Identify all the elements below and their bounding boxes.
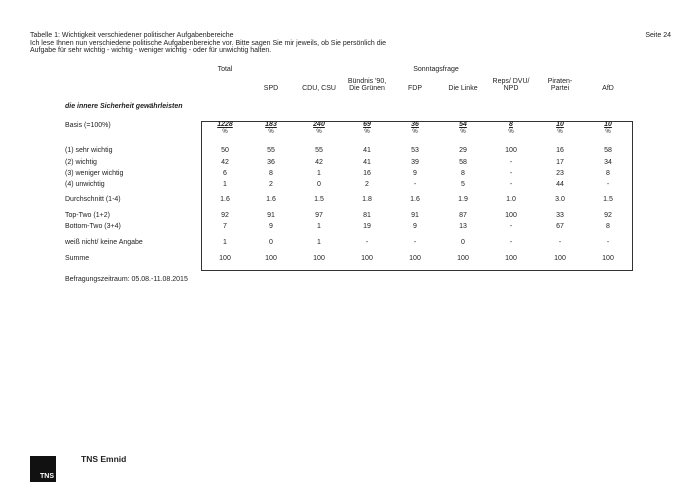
column-header bbox=[245, 78, 297, 92]
table-cell: - bbox=[413, 239, 417, 246]
column-header-line2: SPD bbox=[263, 85, 279, 92]
table-cell: 1.0 bbox=[506, 196, 516, 203]
table-cell: 8 bbox=[606, 223, 610, 230]
table-cell: 1 bbox=[223, 181, 227, 188]
column-header-line1: Reps/ DVU/ bbox=[492, 78, 530, 85]
logo-text: TNS bbox=[40, 473, 54, 480]
table-cell: - bbox=[509, 223, 513, 230]
table-cell: 13 bbox=[459, 223, 467, 230]
table-cell: 92 bbox=[221, 212, 229, 219]
table-cell: 42 bbox=[221, 159, 229, 166]
basis-percent-sign: % bbox=[222, 129, 228, 135]
basis-percent-sign: % bbox=[460, 129, 466, 135]
basis-percent-sign: % bbox=[316, 129, 322, 135]
table-cell: 0 bbox=[317, 181, 321, 188]
table-cell: 100 bbox=[505, 147, 517, 154]
column-header-line1 bbox=[582, 78, 634, 85]
column-header-line2: NPD bbox=[503, 85, 519, 92]
table-cell: 9 bbox=[413, 170, 417, 177]
basis-value: 10 bbox=[556, 121, 564, 128]
column-header bbox=[389, 78, 441, 92]
table-cell: 3.0 bbox=[555, 196, 565, 203]
table-cell: 23 bbox=[556, 170, 564, 177]
table-cell: 1.6 bbox=[410, 196, 420, 203]
table-cell: 1.9 bbox=[458, 196, 468, 203]
table-cell: 100 bbox=[361, 255, 373, 262]
column-header-line1 bbox=[437, 78, 489, 85]
table-cell: 81 bbox=[363, 212, 371, 219]
basis-value: 1228 bbox=[217, 121, 233, 128]
table-title: Tabelle 1: Wichtigkeit verschiedener politischer Aufgabenbereiche bbox=[30, 32, 234, 39]
table-cell: 87 bbox=[459, 212, 467, 219]
row-label: (4) unwichtig bbox=[65, 181, 105, 188]
column-header bbox=[582, 78, 634, 92]
column-header-line1 bbox=[293, 78, 345, 85]
table-cell: 0 bbox=[461, 239, 465, 246]
table-cell: 92 bbox=[604, 212, 612, 219]
table-cell: 39 bbox=[411, 159, 419, 166]
table-cell: 16 bbox=[556, 147, 564, 154]
column-header bbox=[485, 78, 537, 92]
column-header bbox=[341, 78, 393, 92]
table-cell: 8 bbox=[606, 170, 610, 177]
column-header-line1: Piraten- bbox=[547, 78, 573, 85]
table-cell: 29 bbox=[459, 147, 467, 154]
basis-percent-sign: % bbox=[364, 129, 370, 135]
table-cell: 100 bbox=[219, 255, 231, 262]
table-cell: - bbox=[606, 239, 610, 246]
table-cell: - bbox=[509, 170, 513, 177]
table-cell: 1.8 bbox=[362, 196, 372, 203]
table-cell: 91 bbox=[411, 212, 419, 219]
table-cell: 100 bbox=[457, 255, 469, 262]
table-cell: 33 bbox=[556, 212, 564, 219]
brand-name: TNS Emnid bbox=[81, 454, 127, 464]
table-cell: 9 bbox=[269, 223, 273, 230]
table-cell: 55 bbox=[267, 147, 275, 154]
row-label: weiß nicht/ keine Angabe bbox=[65, 239, 143, 246]
table-cell: 1.6 bbox=[266, 196, 276, 203]
column-header-line2: Partei bbox=[550, 85, 570, 92]
table-cell: - bbox=[558, 239, 562, 246]
table-cell: 50 bbox=[221, 147, 229, 154]
column-header bbox=[534, 78, 586, 92]
table-cell: 1 bbox=[223, 239, 227, 246]
table-cell: 67 bbox=[556, 223, 564, 230]
column-header-line1: Bündnis '90, bbox=[347, 78, 387, 85]
table-cell: 53 bbox=[411, 147, 419, 154]
row-label: (2) wichtig bbox=[65, 159, 97, 166]
table-cell: 19 bbox=[363, 223, 371, 230]
table-cell: - bbox=[509, 159, 513, 166]
column-header bbox=[293, 78, 345, 92]
table-cell: 1.5 bbox=[603, 196, 613, 203]
tns-logo bbox=[30, 456, 56, 482]
row-label: Top-Two (1+2) bbox=[65, 212, 110, 219]
table-cell: 41 bbox=[363, 159, 371, 166]
table-cell: 100 bbox=[265, 255, 277, 262]
basis-percent-sign: % bbox=[557, 129, 563, 135]
column-header-line2: AfD bbox=[602, 85, 614, 92]
question-text-2: Aufgabe für sehr wichtig - wichtig - weniger wichtig - oder für unwichtig halten. bbox=[30, 47, 272, 55]
table-cell: - bbox=[606, 181, 610, 188]
table-cell: 97 bbox=[315, 212, 323, 219]
basis-value: 69 bbox=[363, 121, 371, 128]
table-cell: - bbox=[509, 181, 513, 188]
basis-label: Basis (=100%) bbox=[65, 122, 111, 129]
table-cell: - bbox=[365, 239, 369, 246]
table-cell: 100 bbox=[505, 212, 517, 219]
table-cell: 0 bbox=[269, 239, 273, 246]
table-cell: 7 bbox=[223, 223, 227, 230]
table-cell: 58 bbox=[459, 159, 467, 166]
basis-value: 54 bbox=[459, 121, 467, 128]
table-cell: 100 bbox=[602, 255, 614, 262]
page-number: Seite 24 bbox=[645, 32, 671, 39]
column-header bbox=[437, 78, 489, 92]
basis-value: 240 bbox=[313, 121, 325, 128]
table-cell: 2 bbox=[269, 181, 273, 188]
table-cell: 17 bbox=[556, 159, 564, 166]
table-cell: 42 bbox=[315, 159, 323, 166]
column-header-line1 bbox=[245, 78, 297, 85]
table-cell: 36 bbox=[267, 159, 275, 166]
table-cell: 16 bbox=[363, 170, 371, 177]
table-cell: 1 bbox=[317, 239, 321, 246]
basis-value: 10 bbox=[604, 121, 612, 128]
section-title: die innere Sicherheit gewährleisten bbox=[65, 103, 183, 110]
row-label: Durchschnitt (1-4) bbox=[65, 196, 121, 203]
table-cell: 41 bbox=[363, 147, 371, 154]
question-text-1: Ich lese Ihnen nun verschiedene politische Aufgabenbereiche vor. Bitte sagen Sie mir jeweils, ob Sie persönlich die bbox=[30, 39, 387, 47]
basis-value: 183 bbox=[265, 121, 277, 128]
table-cell: - bbox=[413, 181, 417, 188]
table-cell: 34 bbox=[604, 159, 612, 166]
column-header-line2: Die Linke bbox=[448, 85, 478, 92]
table-cell: 58 bbox=[604, 147, 612, 154]
basis-value: 8 bbox=[509, 121, 513, 128]
table-cell: 1 bbox=[317, 170, 321, 177]
table-cell: 2 bbox=[365, 181, 369, 188]
basis-value: 36 bbox=[411, 121, 419, 128]
table-cell: 100 bbox=[313, 255, 325, 262]
table-header bbox=[30, 32, 450, 55]
basis-percent-sign: % bbox=[268, 129, 274, 135]
table-cell: 100 bbox=[554, 255, 566, 262]
column-header-line1 bbox=[389, 78, 441, 85]
table-cell: 1 bbox=[317, 223, 321, 230]
table-cell: 5 bbox=[461, 181, 465, 188]
table-cell: 44 bbox=[556, 181, 564, 188]
basis-percent-sign: % bbox=[508, 129, 514, 135]
table-cell: 100 bbox=[409, 255, 421, 262]
table-cell: 91 bbox=[267, 212, 275, 219]
table-cell: - bbox=[509, 239, 513, 246]
column-header-line2: CDU, CSU bbox=[302, 85, 336, 92]
survey-period: Befragungszeitraum: 05.08.-11.08.2015 bbox=[65, 276, 188, 283]
basis-percent-sign: % bbox=[412, 129, 418, 135]
table-cell: 100 bbox=[505, 255, 517, 262]
table-cell: 55 bbox=[315, 147, 323, 154]
table-cell: 1.5 bbox=[314, 196, 324, 203]
sonntagsfrage-header: Sonntagsfrage bbox=[413, 66, 459, 73]
basis-percent-sign: % bbox=[605, 129, 611, 135]
table-cell: 1.6 bbox=[220, 196, 230, 203]
row-label: (3) weniger wichtig bbox=[65, 170, 124, 177]
table-cell: 8 bbox=[269, 170, 273, 177]
table-cell: 6 bbox=[223, 170, 227, 177]
total-header: Total bbox=[217, 66, 233, 73]
column-header-line2: Die Grünen bbox=[349, 85, 385, 92]
table-cell: 8 bbox=[461, 170, 465, 177]
row-label: (1) sehr wichtig bbox=[65, 147, 113, 154]
row-label: Summe bbox=[65, 255, 90, 262]
table-cell: 9 bbox=[413, 223, 417, 230]
column-header-line2: FDP bbox=[408, 85, 422, 92]
row-label: Bottom-Two (3+4) bbox=[65, 223, 121, 230]
